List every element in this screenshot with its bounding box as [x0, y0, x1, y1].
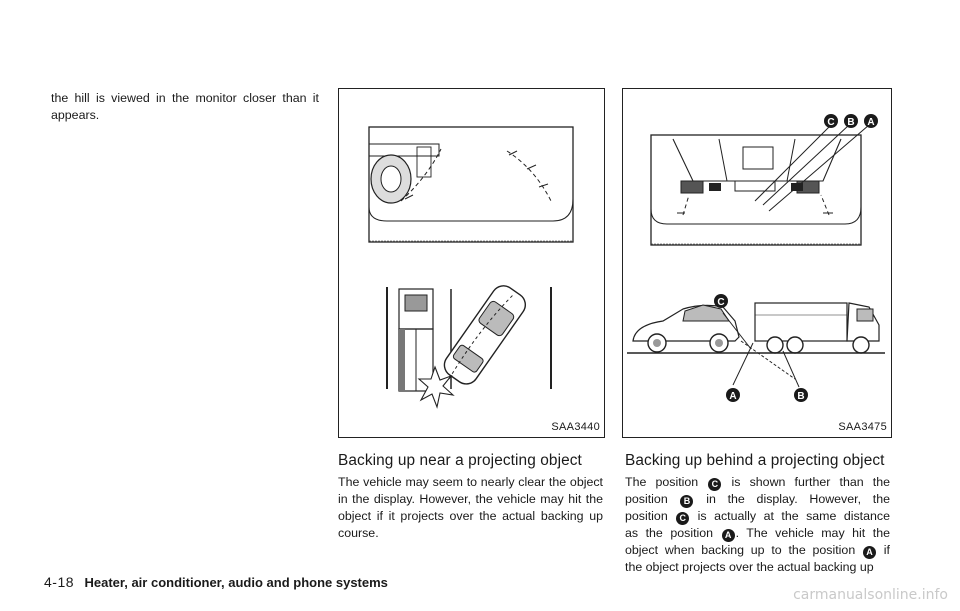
paragraph-line	[625, 508, 890, 525]
text-run: is shown further than the	[722, 475, 890, 489]
text-run: if	[877, 543, 890, 557]
text-run: as the position	[625, 526, 721, 540]
label-a-side: A	[729, 391, 737, 402]
paragraph-line	[625, 474, 890, 491]
text-run: . The vehicle may hit the	[735, 526, 890, 540]
paragraph-line	[625, 491, 890, 508]
page-footer	[44, 574, 388, 592]
intro-paragraph: the hill is viewed in the monitor closer than it appears.	[51, 91, 319, 122]
figure-behind-object	[622, 88, 892, 438]
label-c-icon	[824, 114, 838, 128]
label-c-top: C	[827, 117, 835, 128]
text-run: The position	[625, 475, 708, 489]
figure-projecting-object-illustration	[339, 89, 604, 437]
figure-projecting-object	[338, 88, 605, 438]
text-run: is actually at the same distance	[690, 509, 890, 523]
text-run: the object projects over the actual backing up	[625, 560, 874, 574]
page-number: 4-18	[44, 574, 75, 590]
text-run: in the display. However, the	[694, 492, 890, 506]
figure-behind-object-illustration	[623, 89, 891, 437]
label-c-side-icon	[714, 294, 728, 308]
circled-letter-icon: C	[708, 478, 721, 491]
section-heading-near: Backing up near a projecting object	[338, 452, 582, 469]
section-paragraph-behind	[625, 474, 890, 576]
label-c-side: C	[717, 297, 725, 308]
label-b-top: B	[847, 117, 855, 128]
circled-letter-icon: B	[680, 495, 693, 508]
label-a-icon	[864, 114, 878, 128]
paragraph-line	[625, 542, 890, 559]
text-run: object when backing up to the position	[625, 543, 862, 557]
watermark: carmanualsonline.info	[793, 587, 948, 603]
chapter-title: Heater, air conditioner, audio and phone systems	[84, 575, 388, 590]
section-heading-behind: Backing up behind a projecting object	[625, 452, 885, 469]
label-a-side-icon	[726, 388, 740, 402]
circled-letter-icon: A	[863, 546, 876, 559]
paragraph-line	[625, 525, 890, 542]
label-b-icon	[844, 114, 858, 128]
label-b-side-icon	[794, 388, 808, 402]
label-a-top: A	[867, 117, 875, 128]
text-run: position	[625, 509, 676, 523]
text-run: position	[625, 492, 680, 506]
paragraph-line	[625, 559, 890, 576]
figure-code: SAA3440	[551, 421, 600, 433]
label-b-side: B	[797, 391, 805, 402]
circled-letter-icon: A	[722, 529, 735, 542]
section-paragraph-near: The vehicle may seem to nearly clear the object in the display. However, the vehicle may hit the object if it projects over the actual backing up course.	[338, 475, 603, 540]
circled-letter-icon: C	[676, 512, 689, 525]
figure-code: SAA3475	[838, 421, 887, 433]
